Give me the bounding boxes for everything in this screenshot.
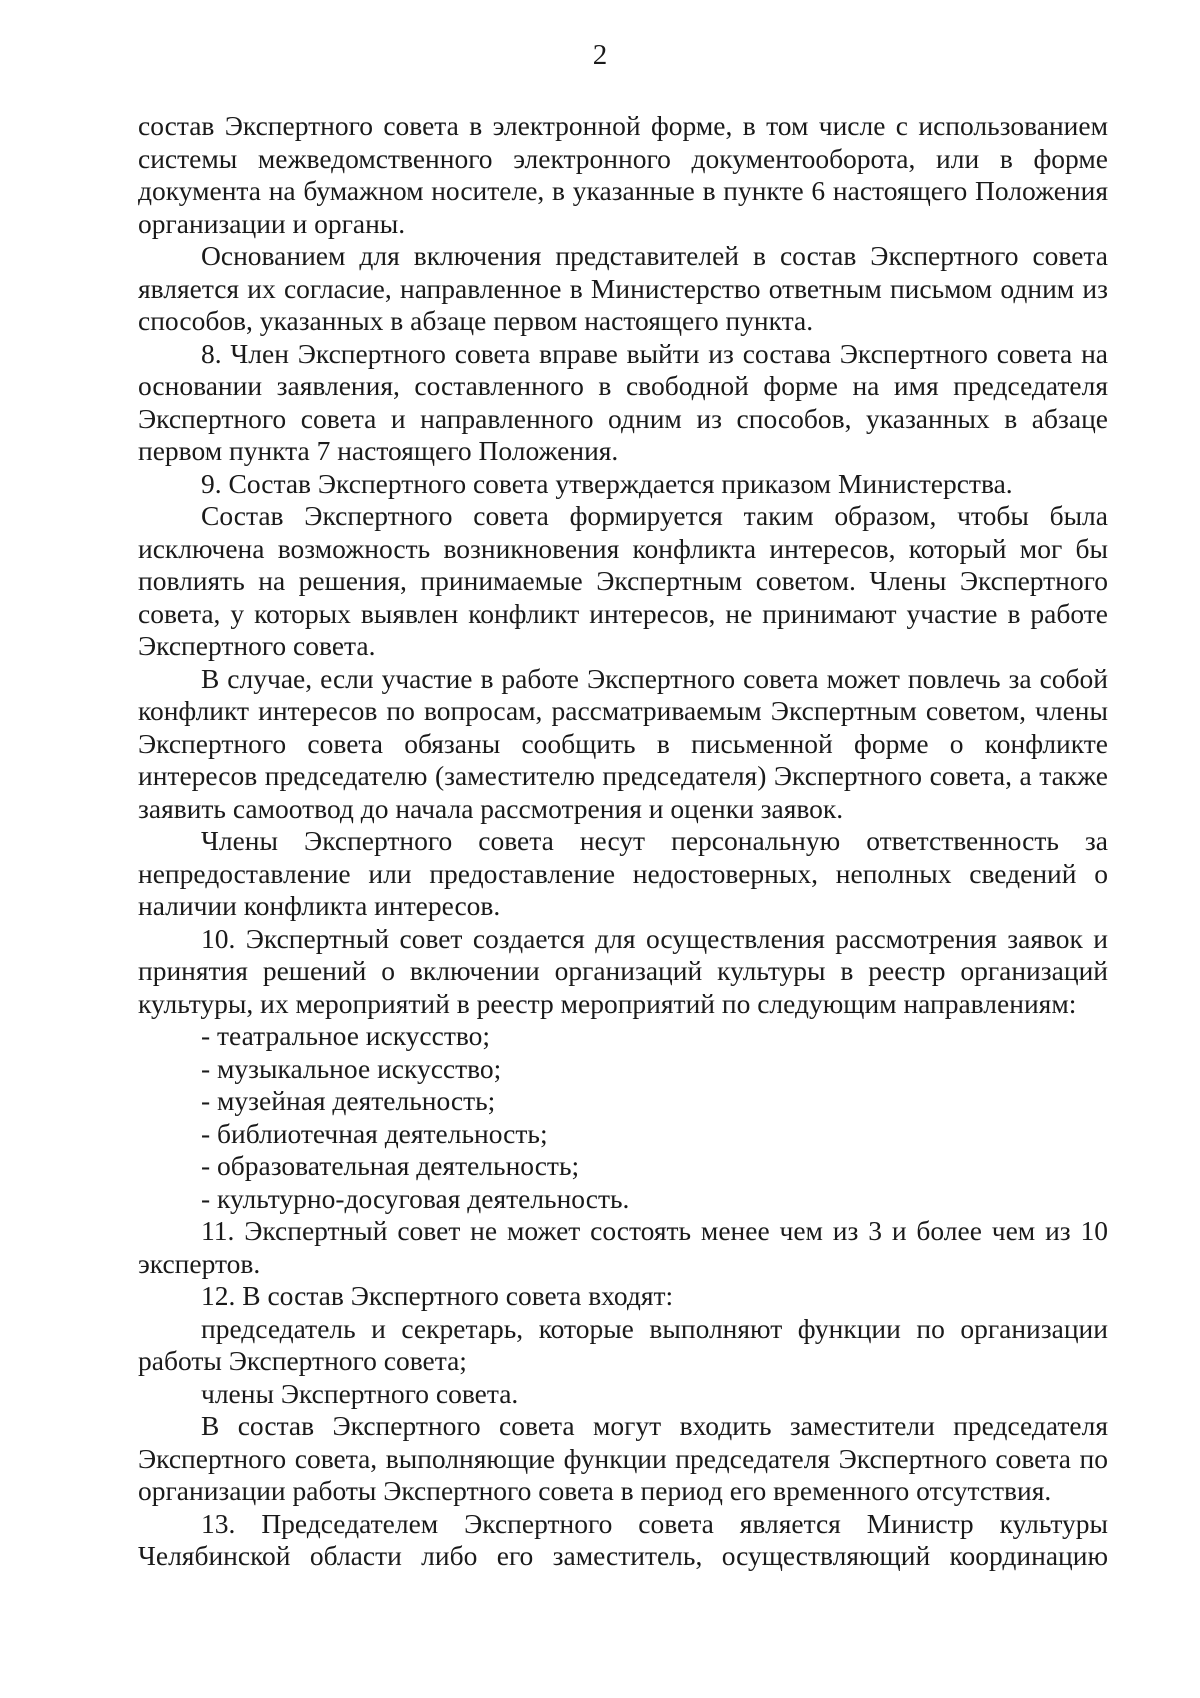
paragraph-item-12: 12. В состав Экспертного совета входят: (201, 1280, 674, 1311)
directions-list (138, 1020, 1108, 1215)
paragraph-item-10: 10. Экспертный совет создается для осуществления рассмотрения заявок и принятия решений о включении организаций культуры в реестр организаций культуры, их мероприятий в реестр мероприятий по следующим направлениям: (138, 922, 1108, 1019)
paragraph-item-8: 8. Член Экспертного совета вправе выйти из состава Экспертного совета на основании заявления, составленного в свободной форме на имя председателя Экспертного совета и направленного одним из способов, указанных в абзаце первом пункта 7 настоящего Положения. (138, 337, 1108, 466)
paragraph-item-13: 13. Председателем Экспертного совета является Министр культуры Челябинской области либо его заместитель, осуществляющий координацию (138, 1507, 1108, 1571)
paragraph-conflict-report: В случае, если участие в работе Экспертного совета может повлечь за собой конфликт интересов по вопросам, рассматриваемым Экспертным советом, члены Экспертного совета обязаны сообщить в письменной форме о конфликте интересов председателю (заместителю председателя) Экспертного совета, а также заявить самоотвод до начала рассмотрения и оценки заявок. (138, 662, 1108, 824)
list-item: - образовательная деятельность; (201, 1150, 580, 1181)
list-item: - музыкальное искусство; (201, 1052, 502, 1084)
paragraph-responsibility: Члены Экспертного совета несут персональную ответственность за непредоставление или предоставление недостоверных, неполных сведений о наличии конфликта интересов. (138, 825, 1108, 921)
list-item: - театральное искусство; (201, 1020, 491, 1051)
paragraph-item-11: 11. Экспертный совет не может состоять менее чем из 3 и более чем из 10 экспертов. (138, 1215, 1108, 1279)
paragraph-item-9: 9. Состав Экспертного совета утверждается приказом Министерства. (201, 467, 1013, 499)
list-item: - библиотечная деятельность; (201, 1117, 548, 1149)
document-body (138, 110, 1108, 1573)
paragraph-continuation: состав Экспертного совета в электронной форме, в том числе с использованием системы межведомственного электронного документооборота, или в форме документа на бумажном носителе, в указанные в пункте 6 настоящего Положения организации и органы. (138, 110, 1108, 239)
paragraph-chair-secretary: председатель и секретарь, которые выполняют функции по организации работы Экспертного совета; (138, 1312, 1108, 1376)
paragraph-conflict-exclusion: Состав Экспертного совета формируется таким образом, чтобы была исключена возможность возникновения конфликта интересов, который мог бы повлиять на решения, принимаемые Экспертным советом. Члены Экспертного совета, у которых выявлен конфликт интересов, не принимают участие в работе Экспертного совета. (138, 500, 1108, 661)
list-item: - музейная деятельность; (201, 1085, 496, 1116)
paragraph-deputies: В состав Экспертного совета могут входить заместители председателя Экспертного совета, выполняющие функции председателя Экспертного совета по организации работы Экспертного совета в период его временного отсутствия. (138, 1410, 1108, 1506)
page-number: 2 (592, 39, 608, 71)
list-item: - культурно-досуговая деятельность. (201, 1182, 630, 1214)
paragraph-members: члены Экспертного совета. (201, 1377, 519, 1409)
paragraph-consent-basis: Основанием для включения представителей в состав Экспертного совета является их согласие, направленное в Министерство ответным письмом одним из способов, указанных в абзаце первом настоящего пункта. (138, 240, 1108, 336)
